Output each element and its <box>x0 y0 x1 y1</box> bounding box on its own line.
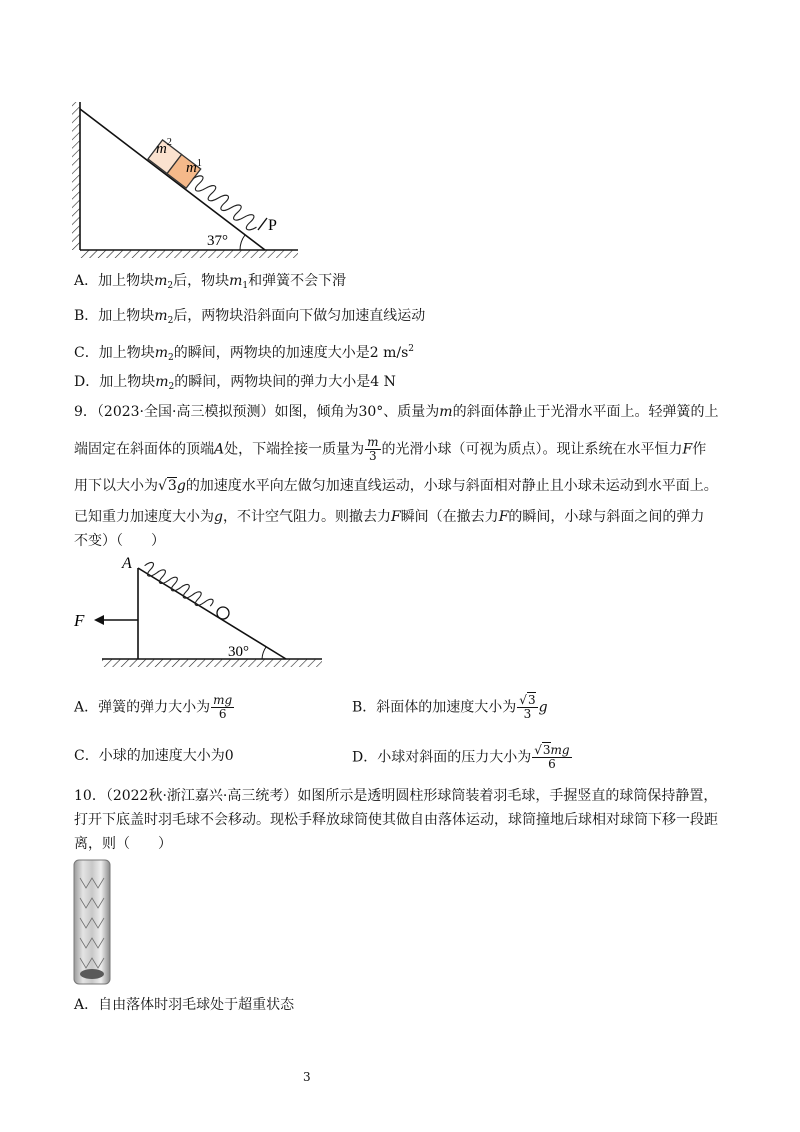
q9-option-c: C．小球的加速度大小为0 <box>74 748 234 764</box>
q9-line-5: 不变）（ ） <box>74 533 165 549</box>
label-angle-37: 37° <box>207 233 228 249</box>
q9-option-b: B．斜面体的加速度大小为 $\frac{√3}{3}$ g <box>352 693 548 721</box>
page-number: 3 <box>303 1070 311 1084</box>
label-force-f: F <box>74 611 85 630</box>
q10-option-a: A．自由落体时羽毛球处于超重状态 <box>74 997 295 1013</box>
q9-option-d: D．小球对斜面的压力大小为 $\frac{√3mg}{6}$ <box>352 743 570 771</box>
label-m1: $m^1$ <box>186 158 202 176</box>
q10-line-3: 离，则（ ） <box>74 836 172 852</box>
spring-icon <box>188 173 261 233</box>
figure-incline-force <box>68 550 330 676</box>
q10-line-2: 打开下底盖时羽毛球不会移动。现松手释放球筒使其做自由落体运动，球筒撞地后球相对球筒下移一段距 <box>74 812 718 828</box>
q8-option-b: B．加上物块$m_2$后，两物块沿斜面向下做匀加速直线运动 <box>74 308 426 326</box>
q8-option-a: A．加上物块$m_2$后，物块$m_1$和弹簧不会下滑 <box>74 273 347 291</box>
q9-line-1: 9．（2023·全国·高三模拟预测）如图，倾角为30°、质量为m的斜面体静止于光滑水平面上。轻弹簧的上 <box>74 404 719 420</box>
q9-line-4: 已知重力加速度大小为g，不计空气阻力。则撤去力F瞬间（在撤去力F的瞬间，小球与斜面之间的弹力 <box>74 509 705 525</box>
label-point-p: P <box>268 217 277 234</box>
arrow-left-icon <box>94 615 104 625</box>
label-angle-30: 30° <box>228 644 249 660</box>
label-point-a: A <box>122 555 132 572</box>
ball-icon <box>217 607 229 619</box>
label-m2: $m^2$ <box>156 137 172 157</box>
q9-option-a: A．弹簧的弹力大小为 $\frac{mg}{6}$ <box>74 693 233 721</box>
q9-line-2: 端固定在斜面体的顶端A处，下端拴接一质量为 $\frac{m}{3}$ 的光滑小球（可视为质点）。现让系统在水平恒力F作 <box>74 435 707 463</box>
figure-shuttlecock-tube <box>70 858 114 988</box>
q8-option-c: C．加上物块$m_2$的瞬间，两物块的加速度大小是2 $m/s^2$ <box>74 344 415 363</box>
spring-icon <box>141 560 214 612</box>
figure-incline-spring <box>60 92 310 262</box>
q8-option-d: D．加上物块$m_2$的瞬间，两物块间的弹力大小是4 N <box>74 374 396 392</box>
q10-line-1: 10．（2022秋·浙江嘉兴·高三统考）如图所示是透明圆柱形球筒装着羽毛球，手握竖直的球筒保持静置， <box>74 788 718 804</box>
q9-line-3: 用下以大小为√3g的加速度水平向左做匀加速直线运动，小球与斜面相对静止且小球未运动到水平面上。 <box>74 478 718 494</box>
